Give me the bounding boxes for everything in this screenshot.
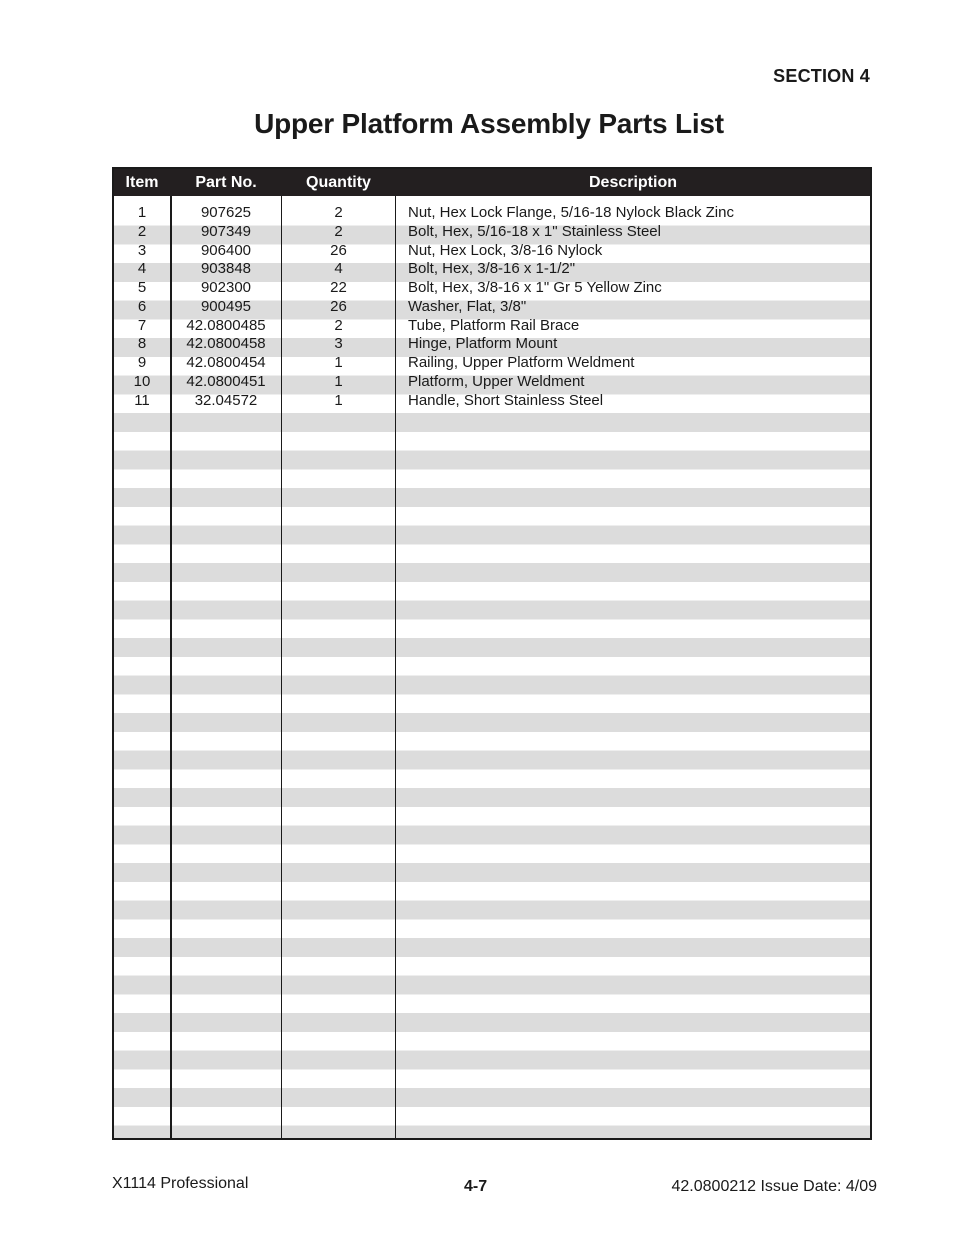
part-no-cell: 907625 [200,204,252,221]
description-cell: Railing, Upper Platform Weldment [408,354,635,371]
description-cell: Tube, Platform Rail Brace [408,316,580,334]
quantity-cell: 2 [334,316,343,334]
description-cell: Hinge, Platform Mount [408,335,558,353]
parts-table [112,167,872,1140]
item-cell: 8 [137,335,147,353]
part-no-cell: 42.0800451 [186,372,266,390]
quantity-cell: 1 [334,354,343,371]
quantity-cell: 2 [334,222,343,240]
item-cell: 5 [137,279,147,296]
quantity-cell: 1 [334,391,343,409]
table-row [114,392,870,411]
item-cell: 2 [137,222,147,240]
table-row [114,242,870,261]
part-no-cell: 903848 [200,260,252,278]
description-cell: Platform, Upper Weldment [408,372,585,390]
table-row [114,298,870,317]
table-row [114,373,870,392]
quantity-cell: 4 [334,260,343,278]
table-row [114,335,870,354]
item-cell: 10 [133,372,151,390]
table-header-row [114,169,870,196]
item-cell: 6 [137,297,147,315]
quantity-cell: 3 [334,335,343,353]
table-row [114,204,870,223]
quantity-cell: 2 [334,204,343,221]
item-cell: 9 [137,354,147,371]
table-row [114,317,870,336]
footer-model: X1114 Professional [112,1175,249,1192]
description-cell: Handle, Short Stainless Steel [408,391,604,409]
part-no-cell: 42.0800485 [186,316,266,334]
column-header-description: Description [588,174,677,191]
column-header-part-no: Part No. [195,174,257,191]
description-cell: Washer, Flat, 3/8" [408,297,527,315]
table-body [114,196,870,1138]
item-cell: 11 [134,391,150,409]
part-no-cell: 900495 [200,297,252,315]
footer-page-number: 4-7 [464,1178,488,1195]
part-no-cell: 32.04572 [194,391,258,409]
description-cell: Bolt, Hex, 3/8-16 x 1" Gr 5 Yellow Zinc [408,279,662,296]
part-no-cell: 42.0800454 [186,354,266,371]
quantity-cell: 1 [334,372,343,390]
item-cell: 1 [137,204,147,221]
table-rows [114,204,870,410]
description-cell: Bolt, Hex, 5/16-18 x 1" Stainless Steel [408,222,661,240]
description-cell: Nut, Hex Lock, 3/8-16 Nylock [408,241,603,259]
part-no-cell: 907349 [200,222,252,240]
quantity-cell: 22 [330,279,347,296]
description-cell: Nut, Hex Lock Flange, 5/16-18 Nylock Black Zinc [408,204,734,221]
column-header-item: Item [125,174,159,191]
quantity-cell: 26 [330,241,347,259]
quantity-cell: 26 [330,297,347,315]
table-row [114,260,870,279]
item-cell: 4 [137,260,147,278]
item-cell: 7 [137,316,147,334]
part-no-cell: 42.0800458 [186,335,266,353]
description-cell: Bolt, Hex, 3/8-16 x 1-1/2" [408,260,576,278]
column-header-quantity: Quantity [306,174,371,191]
table-row [114,279,870,298]
page-title: Upper Platform Assembly Parts List [254,108,724,139]
footer-doc-info: 42.0800212 Issue Date: 4/09 [671,1178,877,1195]
part-no-cell: 906400 [200,241,252,259]
section-label: SECTION 4 [773,66,870,86]
table-row [114,354,870,373]
table-row [114,223,870,242]
part-no-cell: 902300 [200,279,252,296]
item-cell: 3 [137,241,147,259]
